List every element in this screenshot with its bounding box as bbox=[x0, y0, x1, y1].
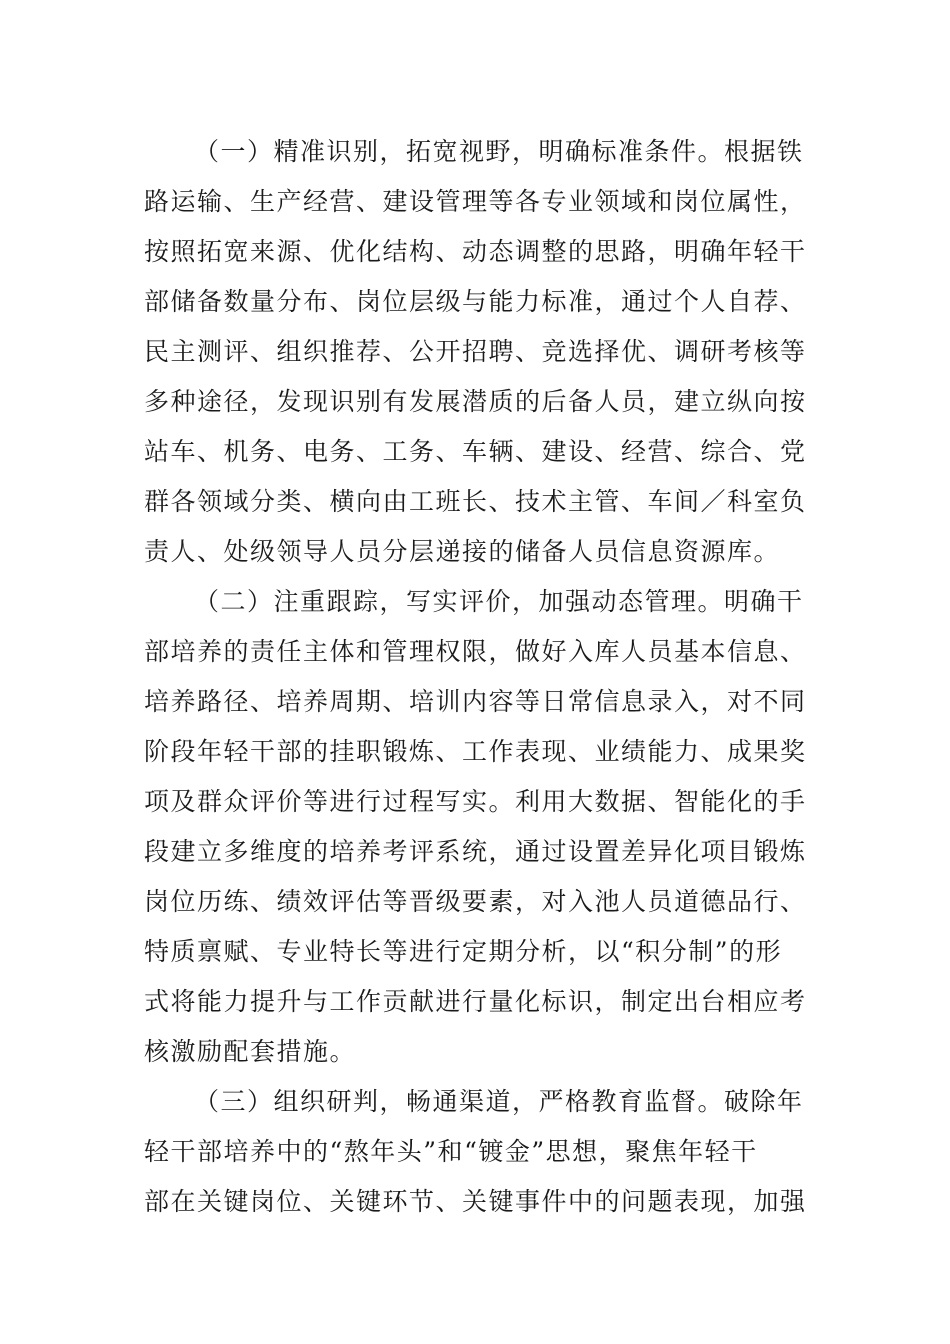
text-line: 民主测评、组织推荐、公开招聘、竞选择优、调研考核等 bbox=[144, 337, 807, 366]
text-line: 核激励配套措施。 bbox=[144, 1037, 357, 1066]
text-line: 部在关键岗位、关键环节、关键事件中的问题表现，加强 bbox=[144, 1187, 807, 1216]
text-line: 路运输、生产经营、建设管理等各专业领域和岗位属性， bbox=[144, 187, 807, 216]
text-line: 多种途径，发现识别有发展潜质的后备人员，建立纵向按 bbox=[144, 387, 807, 416]
paragraph-3 bbox=[144, 1077, 812, 1227]
text-line: 岗位历练、绩效评估等晋级要素，对入池人员道德品行、 bbox=[144, 887, 807, 916]
paragraph-2 bbox=[144, 577, 812, 1077]
text-line: （三）组织研判，畅通渠道，严格教育监督。破除年 bbox=[194, 1087, 804, 1116]
paragraph-1 bbox=[144, 127, 812, 577]
text-line: 段建立多维度的培养考评系统，通过设置差异化项目锻炼 bbox=[144, 837, 807, 866]
text-line: 责人、处级领导人员分层递接的储备人员信息资源库。 bbox=[144, 537, 781, 566]
text-line: 式将能力提升与工作贡献进行量化标识，制定出台相应考 bbox=[144, 987, 807, 1016]
text-line: 项及群众评价等进行过程写实。利用大数据、智能化的手 bbox=[144, 787, 807, 816]
text-line: 部储备数量分布、岗位层级与能力标准，通过个人自荐、 bbox=[144, 287, 807, 316]
text-line: （二）注重跟踪，写实评价，加强动态管理。明确干 bbox=[194, 587, 804, 616]
text-line: 按照拓宽来源、优化结构、动态调整的思路，明确年轻干 bbox=[144, 237, 807, 266]
text-line: 特质禀赋、专业特长等进行定期分析，以“积分制”的形 bbox=[144, 937, 783, 966]
text-line: （一）精准识别，拓宽视野，明确标准条件。根据铁 bbox=[194, 137, 804, 166]
text-line: 培养路径、培养周期、培训内容等日常信息录入，对不同 bbox=[144, 687, 807, 716]
text-line: 部培养的责任主体和管理权限，做好入库人员基本信息、 bbox=[144, 637, 807, 666]
text-line: 阶段年轻干部的挂职锻炼、工作表现、业绩能力、成果奖 bbox=[144, 737, 807, 766]
document-body bbox=[144, 127, 812, 1227]
text-line: 站车、机务、电务、工务、车辆、建设、经营、综合、党 bbox=[144, 437, 807, 466]
text-line: 群各领域分类、横向由工班长、技术主管、车间／科室负 bbox=[144, 487, 807, 516]
text-line: 轻干部培养中的“熬年头”和“镀金”思想，聚焦年轻干 bbox=[144, 1137, 758, 1166]
